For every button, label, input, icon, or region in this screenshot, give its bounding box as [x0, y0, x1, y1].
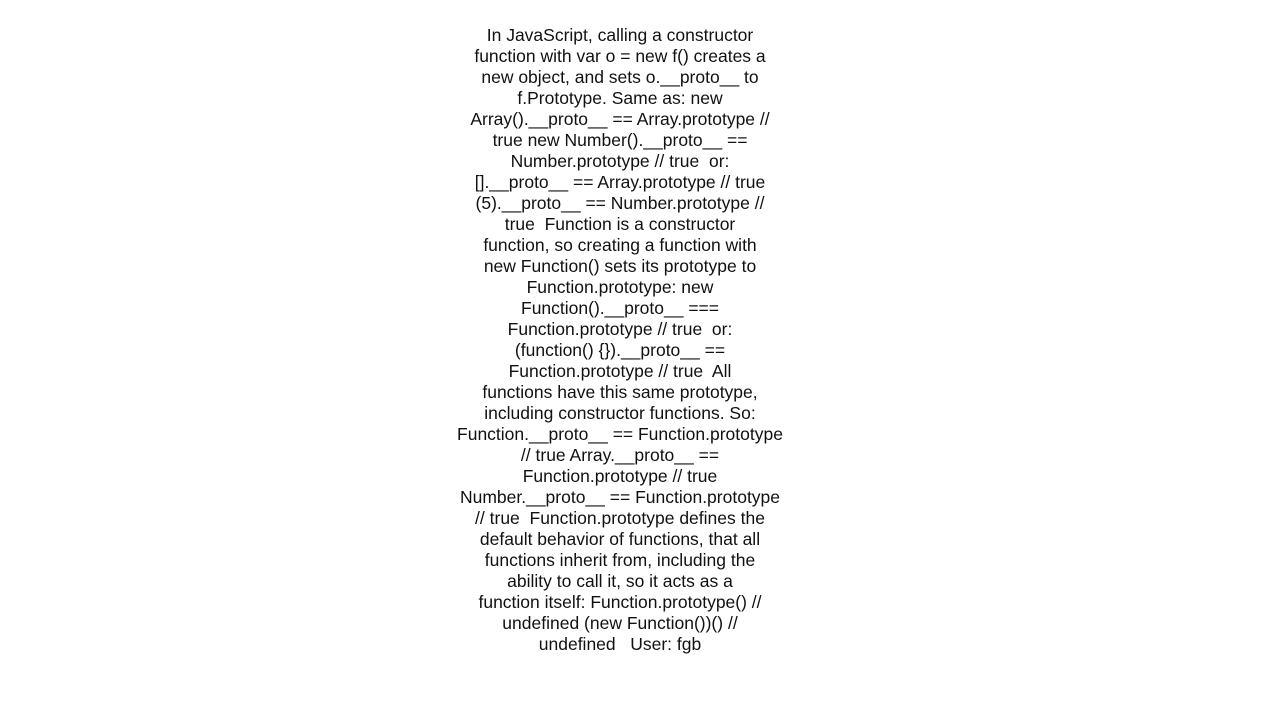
- text-line-1: In JavaScript, calling a constructor: [486, 25, 754, 45]
- text-line-20: Function.__proto__ == Function.prototype: [457, 424, 783, 444]
- text-line-2: function with var o = new f() creates a: [474, 46, 766, 66]
- text-line-19: including constructor functions. So:: [484, 403, 756, 423]
- text-line-24: // true Function.prototype defines the: [475, 508, 765, 528]
- text-line-12: new Function() sets its prototype to: [483, 256, 757, 276]
- text-line-14: Function().__proto__ ===: [521, 298, 719, 318]
- text-line-11: function, so creating a function with: [483, 235, 757, 255]
- text-line-25: default behavior of functions, that all: [479, 529, 761, 549]
- text-line-26: functions inherit from, including the: [484, 550, 756, 570]
- text-line-21: // true Array.__proto__ ==: [520, 445, 720, 465]
- text-line-3: new object, and sets o.__proto__ to: [481, 67, 759, 87]
- text-line-9: (5).__proto__ == Number.prototype //: [475, 193, 765, 213]
- text-line-15: Function.prototype // true or:: [507, 319, 733, 339]
- text-line-17: Function.prototype // true All: [508, 361, 732, 381]
- text-line-29: undefined (new Function())() //: [502, 613, 738, 633]
- text-line-6: true new Number().__proto__ ==: [492, 130, 748, 150]
- text-line-22: Function.prototype // true: [522, 466, 718, 486]
- text-line-30: undefined User: fgb: [538, 634, 702, 654]
- text-line-13: Function.prototype: new: [526, 277, 714, 297]
- answer-text: [450, 25, 790, 655]
- text-line-16: (function() {}).__proto__ ==: [514, 340, 726, 360]
- text-line-4: f.Prototype. Same as: new: [517, 88, 723, 108]
- text-line-10: true Function is a constructor: [504, 214, 736, 234]
- text-line-8: [].__proto__ == Array.prototype // true: [474, 172, 766, 192]
- text-line-27: ability to call it, so it acts as a: [507, 571, 733, 591]
- text-line-18: functions have this same prototype,: [482, 382, 758, 402]
- text-line-5: Array().__proto__ == Array.prototype //: [470, 109, 770, 129]
- text-line-7: Number.prototype // true or:: [510, 151, 730, 171]
- text-line-28: function itself: Function.prototype() //: [478, 592, 762, 612]
- text-line-23: Number.__proto__ == Function.prototype: [459, 487, 781, 507]
